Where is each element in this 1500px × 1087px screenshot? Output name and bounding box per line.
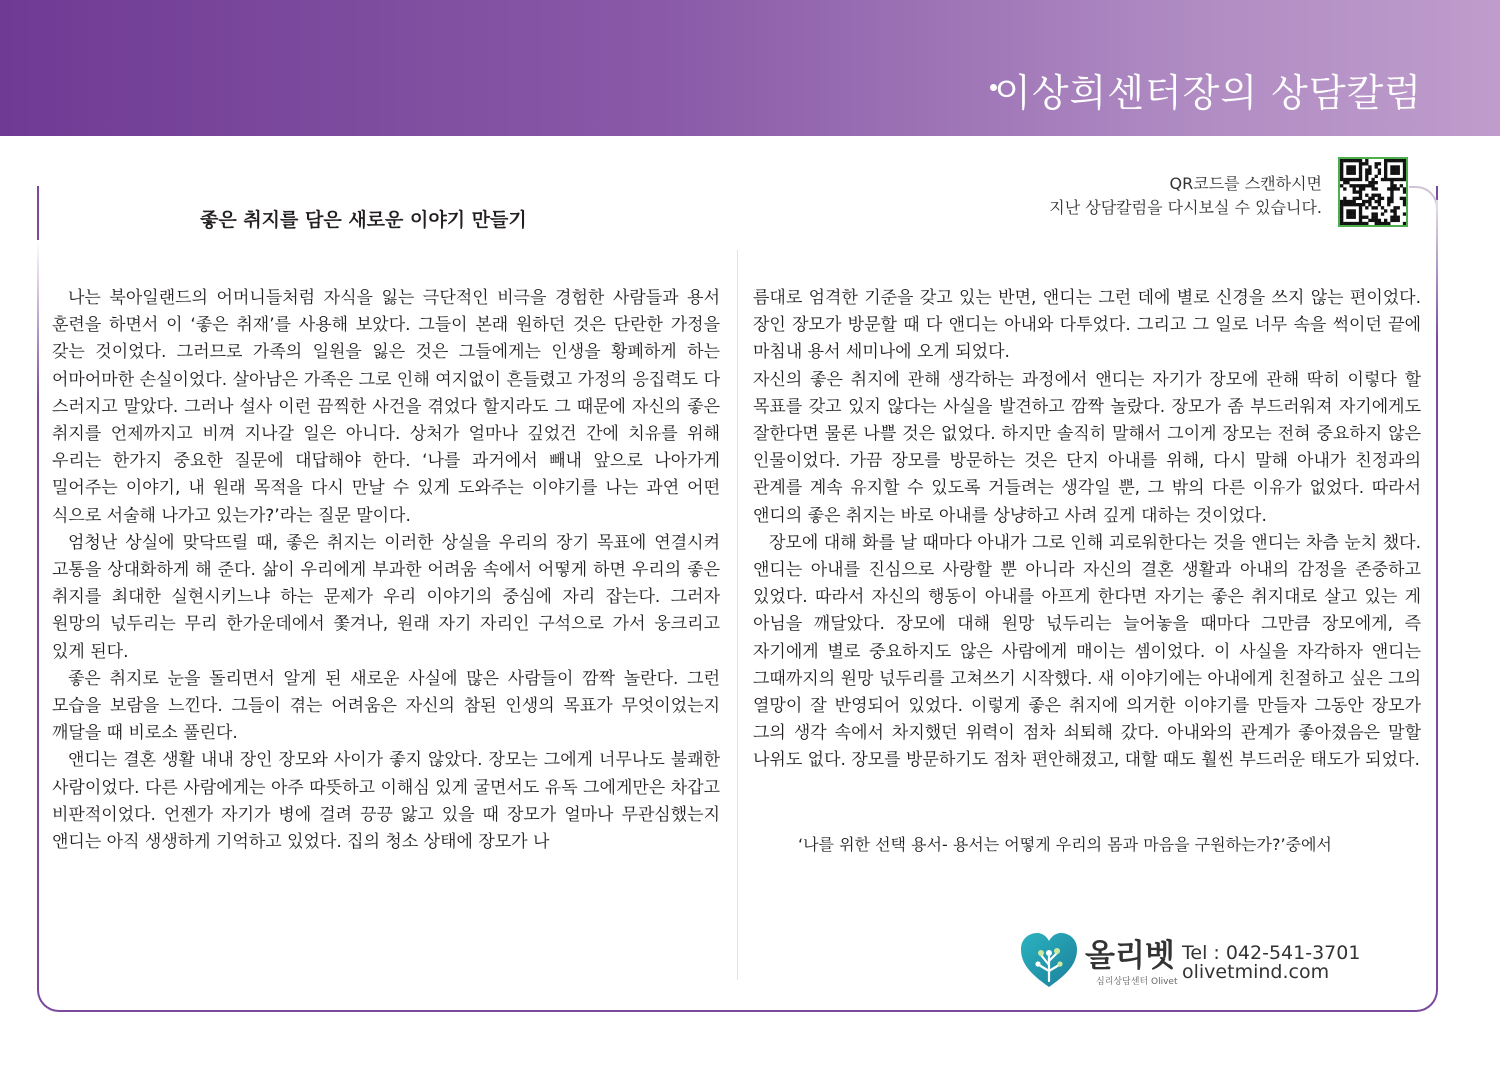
qr-module: [1390, 172, 1393, 175]
qr-module: [1340, 184, 1343, 187]
qr-module: [1346, 209, 1349, 212]
qr-module: [1375, 187, 1378, 190]
qr-module: [1343, 178, 1346, 181]
qr-module: [1393, 216, 1396, 219]
qr-module: [1381, 178, 1384, 181]
qr-module: [1359, 175, 1362, 178]
qr-module: [1340, 175, 1343, 178]
qr-module: [1353, 212, 1356, 215]
qr-module: [1365, 159, 1368, 162]
qr-module: [1390, 159, 1393, 162]
qr-module: [1400, 178, 1403, 181]
qr-module: [1353, 159, 1356, 162]
qr-module: [1393, 159, 1396, 162]
article-paragraph: 나는 북아일랜드의 어머니들처럼 자식을 잃는 극단적인 비극을 경험한 사람들과 용서 훈련을 하면서 이 ‘좋은 취재’를 사용해 보았다. 그들이 본래 원하던 것은 단란한 가정을 갖는 것이었다. 그러므로 가족의 일원을 잃은 것은 그들에게는 인생을 황폐하게 하는 어마어마한 손실이었다. 살아남은 가족은 그로 인해 여지없이 흔들렸고 가정의 응집력도 다 스러지고 말았다. 그러나 설사 이런 끔찍한 사건을 겪었다 할지라도 그 때문에 자신의 좋은 취지를 언제까지고 비껴 지나갈 일은 아니다. 상처가 얼마나 깊었건 간에 치유를 위해 우리는 한가지 중요한 질문에 대답해야 한다. ‘나를 과거에서 빼내 앞으로 나아가게 밀어주는 이야기, 내 원래 목적을 다시 만날 수 있게 도와주는 이야기를 나는 과연 어떤 식으로 서술해 나가고 있는가?’라는 질문 말이다.: [52, 288, 720, 526]
qr-module: [1397, 172, 1400, 175]
qr-module: [1375, 216, 1378, 219]
qr-module: [1368, 219, 1371, 222]
qr-module: [1353, 168, 1356, 171]
qr-module: [1390, 216, 1393, 219]
qr-module: [1359, 212, 1362, 215]
qr-module: [1340, 206, 1343, 209]
qr-code[interactable]: [1338, 157, 1408, 227]
qr-module: [1384, 165, 1387, 168]
qr-module: [1387, 203, 1390, 206]
qr-module: [1353, 216, 1356, 219]
qr-module: [1393, 187, 1396, 190]
article-paragraph: 름대로 엄격한 기준을 갖고 있는 반면, 앤디는 그런 데에 별로 신경을 쓰지 않는 편이었다. 장인 장모가 방문할 때 다 앤디는 아내와 다투었다. 그리고 그 일로 너무 속을 썩이던 끝에 마침내 용서 세미나에 오게 되었다.: [753, 288, 1421, 363]
qr-module: [1387, 159, 1390, 162]
qr-module: [1353, 178, 1356, 181]
qr-module: [1359, 184, 1362, 187]
qr-module: [1375, 181, 1378, 184]
qr-module: [1343, 222, 1346, 225]
qr-module: [1349, 168, 1352, 171]
qr-module: [1340, 209, 1343, 212]
qr-module: [1343, 197, 1346, 200]
qr-module: [1403, 178, 1406, 181]
qr-module: [1378, 219, 1381, 222]
qr-module: [1381, 222, 1384, 225]
qr-module: [1390, 194, 1393, 197]
qr-module: [1387, 197, 1390, 200]
qr-module: [1340, 203, 1343, 206]
qr-module: [1384, 172, 1387, 175]
qr-module: [1403, 222, 1406, 225]
qr-module: [1365, 172, 1368, 175]
qr-module: [1371, 219, 1374, 222]
qr-module: [1340, 212, 1343, 215]
qr-module: [1356, 184, 1359, 187]
qr-module: [1365, 194, 1368, 197]
qr-module: [1403, 197, 1406, 200]
article-paragraph: 엄청난 상실에 맞닥뜨릴 때, 좋은 취지는 이러한 상실을 우리의 장기 목표에 연결시켜 고통을 상대화하게 해 준다. 삶이 우리에게 부과한 어려움 속에서 어떻게 하면 우리의 좋은 취지를 최대한 실현시키느냐 하는 문제가 우리 이야기의 중심에 자리 잡는다. 그러자 원망의 넋두리는 무리 한가운데에서 쫓겨나, 원래 자기 자리인 구석으로 가서 웅크리고 있게 된다.: [52, 532, 720, 662]
qr-module: [1359, 222, 1362, 225]
qr-module: [1387, 187, 1390, 190]
qr-module: [1390, 190, 1393, 193]
qr-module: [1368, 203, 1371, 206]
qr-module: [1371, 181, 1374, 184]
qr-module: [1340, 222, 1343, 225]
qr-module: [1397, 219, 1400, 222]
source-citation: ‘나를 위한 선택 용서- 용서는 어떻게 우리의 몸과 마음을 구원하는가?’중에서: [798, 835, 1332, 854]
qr-module: [1378, 168, 1381, 171]
qr-module: [1384, 168, 1387, 171]
qr-module: [1397, 168, 1400, 171]
qr-module: [1362, 203, 1365, 206]
qr-module: [1353, 209, 1356, 212]
qr-module: [1349, 212, 1352, 215]
qr-module: [1384, 162, 1387, 165]
qr-module: [1390, 178, 1393, 181]
qr-module: [1403, 159, 1406, 162]
brand-subtitle: 심리상담센터 Olivet: [1096, 977, 1178, 987]
qr-module: [1403, 187, 1406, 190]
qr-module: [1368, 200, 1371, 203]
qr-module: [1356, 190, 1359, 193]
qr-module: [1359, 206, 1362, 209]
qr-module: [1368, 181, 1371, 184]
frame-right-edge: [1436, 200, 1438, 340]
qr-module: [1343, 200, 1346, 203]
qr-module: [1403, 200, 1406, 203]
qr-module: [1346, 178, 1349, 181]
column-divider: [737, 250, 738, 980]
qr-module: [1397, 159, 1400, 162]
qr-module: [1375, 175, 1378, 178]
qr-module: [1359, 159, 1362, 162]
qr-module: [1393, 168, 1396, 171]
qr-module: [1378, 172, 1381, 175]
qr-module: [1359, 168, 1362, 171]
qr-module: [1375, 212, 1378, 215]
qr-module: [1359, 209, 1362, 212]
qr-module: [1378, 222, 1381, 225]
qr-module: [1349, 159, 1352, 162]
qr-module: [1343, 187, 1346, 190]
qr-module: [1340, 162, 1343, 165]
qr-module: [1387, 222, 1390, 225]
qr-module: [1403, 190, 1406, 193]
qr-module: [1384, 219, 1387, 222]
qr-module: [1362, 187, 1365, 190]
qr-module: [1343, 159, 1346, 162]
qr-module: [1390, 209, 1393, 212]
qr-module: [1365, 184, 1368, 187]
qr-module: [1349, 209, 1352, 212]
qr-module: [1349, 203, 1352, 206]
qr-module: [1378, 162, 1381, 165]
qr-module: [1368, 172, 1371, 175]
qr-module: [1353, 222, 1356, 225]
qr-module: [1356, 222, 1359, 225]
qr-module: [1356, 197, 1359, 200]
qr-module: [1340, 219, 1343, 222]
qr-module: [1353, 200, 1356, 203]
article-title: 좋은 취지를 담은 새로운 이야기 만들기: [200, 209, 527, 231]
qr-module: [1362, 200, 1365, 203]
qr-module: [1397, 216, 1400, 219]
qr-module: [1353, 197, 1356, 200]
qr-module: [1403, 212, 1406, 215]
qr-module: [1381, 206, 1384, 209]
article-column-right: [753, 285, 1421, 775]
qr-module: [1378, 194, 1381, 197]
qr-caption-line2: 지난 상담칼럼을 다시보실 수 있습니다.: [1049, 198, 1322, 217]
qr-module: [1349, 172, 1352, 175]
qr-module: [1340, 168, 1343, 171]
qr-module: [1371, 184, 1374, 187]
qr-module: [1390, 187, 1393, 190]
qr-module: [1384, 159, 1387, 162]
qr-module: [1393, 209, 1396, 212]
qr-module: [1368, 165, 1371, 168]
qr-module: [1346, 200, 1349, 203]
qr-module: [1346, 168, 1349, 171]
qr-module: [1349, 200, 1352, 203]
qr-module: [1400, 197, 1403, 200]
qr-module: [1375, 194, 1378, 197]
qr-module: [1362, 216, 1365, 219]
qr-module: [1375, 165, 1378, 168]
qr-module: [1375, 206, 1378, 209]
qr-module: [1384, 178, 1387, 181]
qr-module: [1397, 165, 1400, 168]
qr-module: [1359, 190, 1362, 193]
qr-module: [1390, 165, 1393, 168]
qr-caption: [1049, 172, 1322, 220]
qr-module: [1353, 187, 1356, 190]
qr-module: [1346, 222, 1349, 225]
qr-module: [1365, 168, 1368, 171]
qr-module: [1393, 206, 1396, 209]
qr-module: [1359, 216, 1362, 219]
qr-module: [1340, 172, 1343, 175]
qr-module: [1343, 203, 1346, 206]
qr-module: [1393, 219, 1396, 222]
qr-module: [1393, 212, 1396, 215]
qr-module: [1346, 159, 1349, 162]
qr-module: [1393, 178, 1396, 181]
qr-module: [1371, 187, 1374, 190]
qr-module: [1378, 203, 1381, 206]
qr-module: [1387, 178, 1390, 181]
qr-module: [1346, 203, 1349, 206]
qr-module: [1340, 216, 1343, 219]
qr-module: [1353, 190, 1356, 193]
qr-module: [1403, 165, 1406, 168]
qr-module: [1356, 203, 1359, 206]
qr-module: [1403, 203, 1406, 206]
qr-module: [1365, 222, 1368, 225]
olive-tree-heart-logo-icon: [1019, 931, 1079, 989]
qr-module: [1368, 184, 1371, 187]
qr-module: [1365, 206, 1368, 209]
qr-module: [1340, 200, 1343, 203]
qr-module: [1349, 178, 1352, 181]
article-paragraph: 좋은 취지로 눈을 돌리면서 알게 된 새로운 사실에 많은 사람들이 깜짝 놀란다. 그런 모습을 보람을 느낀다. 그들이 겪는 어려움은 자신의 참된 인생의 목표가 무엇이었는지 깨달을 때 비로소 풀린다.: [52, 668, 720, 744]
qr-module: [1375, 222, 1378, 225]
qr-module: [1390, 168, 1393, 171]
qr-module: [1397, 206, 1400, 209]
qr-module: [1393, 165, 1396, 168]
qr-module: [1384, 222, 1387, 225]
qr-module: [1368, 168, 1371, 171]
qr-module: [1365, 178, 1368, 181]
qr-module: [1365, 162, 1368, 165]
qr-module: [1346, 216, 1349, 219]
qr-module: [1362, 184, 1365, 187]
qr-module: [1346, 172, 1349, 175]
qr-module: [1359, 219, 1362, 222]
qr-module: [1353, 203, 1356, 206]
qr-module: [1400, 159, 1403, 162]
frame-left-edge: [37, 240, 39, 400]
qr-module: [1340, 165, 1343, 168]
qr-module: [1343, 181, 1346, 184]
qr-module: [1375, 162, 1378, 165]
qr-module: [1397, 178, 1400, 181]
qr-module: [1359, 194, 1362, 197]
qr-module: [1371, 206, 1374, 209]
qr-code-icon: [1340, 159, 1406, 225]
qr-module: [1378, 197, 1381, 200]
qr-module: [1371, 197, 1374, 200]
qr-module: [1365, 175, 1368, 178]
qr-module: [1353, 172, 1356, 175]
qr-module: [1340, 178, 1343, 181]
article-column-left: [52, 285, 720, 856]
qr-module: [1371, 178, 1374, 181]
qr-module: [1353, 184, 1356, 187]
qr-module: [1390, 197, 1393, 200]
qr-module: [1359, 162, 1362, 165]
qr-module: [1371, 216, 1374, 219]
qr-module: [1340, 159, 1343, 162]
qr-module: [1349, 184, 1352, 187]
qr-module: [1349, 216, 1352, 219]
qr-module: [1359, 197, 1362, 200]
qr-module: [1397, 187, 1400, 190]
qr-module: [1356, 178, 1359, 181]
qr-module: [1393, 172, 1396, 175]
qr-module: [1365, 200, 1368, 203]
qr-caption-line1: QR코드를 스캔하시면: [1169, 174, 1322, 193]
qr-module: [1349, 222, 1352, 225]
contact-website[interactable]: olivetmind.com: [1182, 961, 1330, 983]
qr-module: [1381, 212, 1384, 215]
qr-module: [1346, 165, 1349, 168]
qr-module: [1403, 175, 1406, 178]
qr-module: [1356, 159, 1359, 162]
qr-module: [1375, 219, 1378, 222]
qr-module: [1400, 184, 1403, 187]
qr-module: [1384, 209, 1387, 212]
qr-module: [1353, 165, 1356, 168]
contact-telephone: Tel : 042-541-3701: [1182, 942, 1361, 964]
column-series-title: 이상희센터장의 상담칼럼: [994, 71, 1422, 115]
qr-module: [1390, 181, 1393, 184]
qr-module: [1359, 172, 1362, 175]
qr-module: [1381, 197, 1384, 200]
qr-module: [1362, 222, 1365, 225]
article-paragraph: 자신의 좋은 취지에 관해 생각하는 과정에서 앤디는 자기가 장모에 관해 딱히 이렇다 할 목표를 갖고 있지 않다는 사실을 발견하고 깜짝 놀랐다. 장모가 좀 부드러워져 자기에게도 잘한다면 물론 나쁠 것은 없었다. 하지만 솔직히 말해서 그이게 장모는 전혀 중요하지 않은 인물이었다. 가끔 장모를 방문하는 것은 단지 아내를 위해, 다시 말해 아내가 친정과의 관계를 계속 유지할 수 있도록 거들려는 생각일 뿐, 그 밖의 다른 이유가 없었다. 따라서 앤디의 좋은 취지는 바로 아내를 상냥하고 사려 깊게 대하는 것이었다.: [753, 369, 1421, 526]
qr-module: [1346, 212, 1349, 215]
qr-module: [1371, 212, 1374, 215]
article-paragraph: 장모에 대해 화를 날 때마다 아내가 그로 인해 괴로워한다는 것을 앤디는 차츰 눈치 챘다. 앤디는 아내를 진심으로 사랑할 뿐 아니라 자신의 결혼 생활과 아내의 감정을 존중하고 있었다. 따라서 자신의 행동이 아내를 아프게 한다면 자기는 좋은 취지대로 살고 있는 게 아님을 깨달았다. 장모에 대해 원망 넋두리는 늘어놓을 때마다 그만큼 장모에게, 즉 자기에게 별로 중요하지도 않은 사람에게 매이는 셈이었다. 이 사실을 자각하자 앤디는 그때까지의 원망 넋두리를 고쳐쓰기 시작했다. 새 이야기에는 아내에게 친절하고 싶은 그의 열망이 잘 반영되어 있었다. 이렇게 좋은 취지에 의거한 이야기를 만들자 그동안 장모가 그의 생각 속에서 차지했던 위력이 점차 쇠퇴해 갔다. 아내와의 관계가 좋아졌음은 말할 나위도 없다. 장모를 방문하기도 점차 편안해졌고, 대할 때도 훨씬 부드러운 태도가 되었다.: [753, 532, 1421, 771]
qr-module: [1349, 165, 1352, 168]
qr-module: [1393, 184, 1396, 187]
qr-module: [1359, 203, 1362, 206]
qr-module: [1359, 165, 1362, 168]
qr-module: [1403, 172, 1406, 175]
qr-module: [1359, 187, 1362, 190]
qr-module: [1359, 178, 1362, 181]
qr-module: [1403, 162, 1406, 165]
brand-name: 올리벳: [1085, 938, 1175, 974]
qr-module: [1368, 197, 1371, 200]
qr-module: [1403, 168, 1406, 171]
qr-module: [1365, 216, 1368, 219]
qr-module: [1390, 219, 1393, 222]
qr-module: [1362, 162, 1365, 165]
qr-module: [1371, 194, 1374, 197]
qr-module: [1346, 181, 1349, 184]
qr-module: [1390, 184, 1393, 187]
qr-module: [1375, 200, 1378, 203]
qr-module: [1378, 200, 1381, 203]
article-paragraph: 앤디는 결혼 생활 내내 장인 장모와 사이가 좋지 않았다. 장모는 그에게 너무나도 불쾌한 사람이었다. 다른 사람에게는 아주 따뜻하고 이해심 있게 굴면서도 유독 그에게만은 차갑고 비판적이었다. 언젠가 자기가 병에 걸려 끙끙 앓고 있을 때 장모가 얼마나 무관심했는지 앤디는 아직 생생하게 기억하고 있었다. 집의 청소 상태에 장모가 나: [52, 750, 720, 853]
qr-module: [1384, 175, 1387, 178]
qr-module: [1390, 200, 1393, 203]
qr-module: [1387, 200, 1390, 203]
